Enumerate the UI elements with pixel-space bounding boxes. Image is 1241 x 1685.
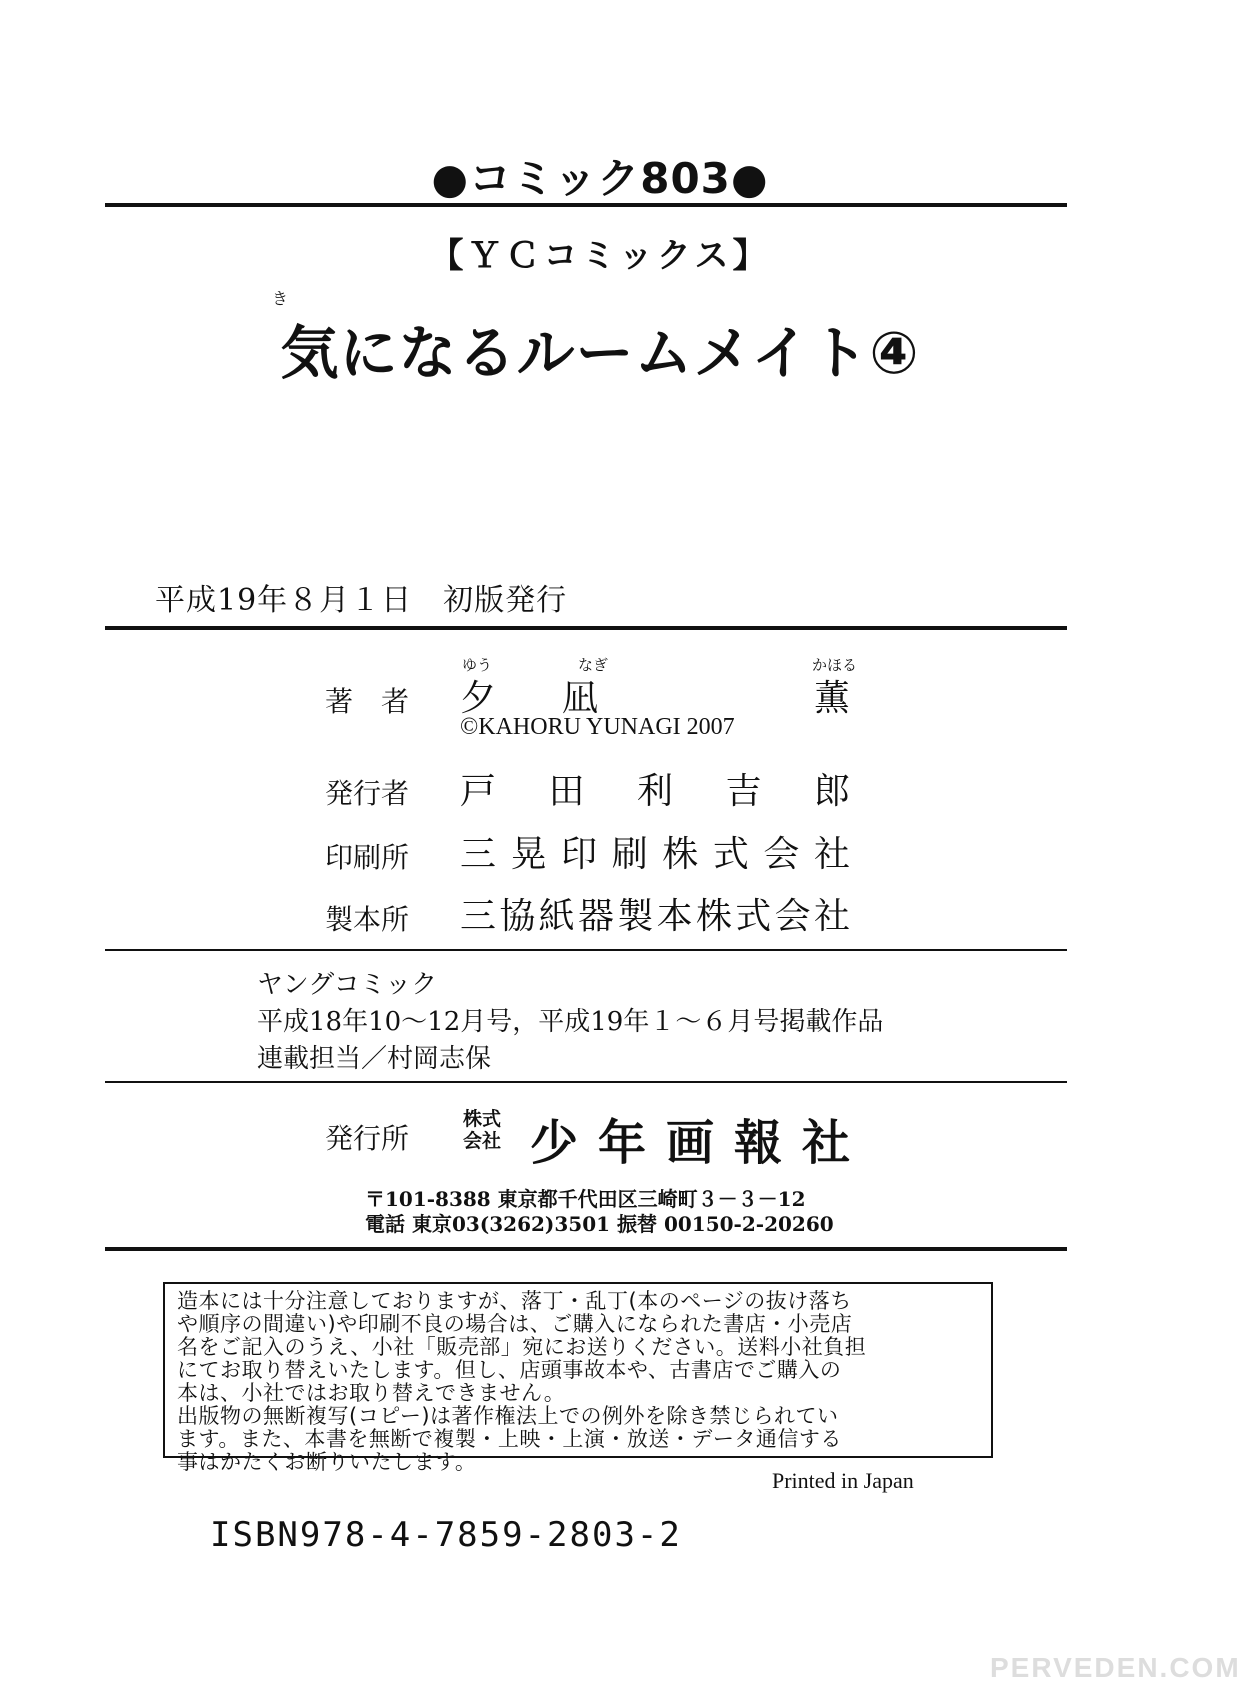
binder-name: 三 協 紙 器 製 本 株 式 会 社 bbox=[460, 896, 850, 937]
magazine-name: ヤングコミック bbox=[257, 970, 438, 1000]
publisher-address: 〒101-8388 東京都千代田区三崎町３－３－12 bbox=[365, 1187, 806, 1211]
book-title: 気になるルームメイト④ bbox=[280, 319, 920, 387]
divider bbox=[105, 1247, 1067, 1251]
kabushiki-kaisha-mark: 株式会社 bbox=[463, 1108, 502, 1152]
publisher-label: 発行所 bbox=[325, 1122, 410, 1155]
notice-box bbox=[163, 1282, 993, 1474]
notice-line: 事はかたくお断りいたします。 bbox=[177, 1450, 477, 1474]
magazine-issues: 平成18年10～12月号，平成19年１～６月号掲載作品 bbox=[257, 1007, 884, 1037]
publisher-phone: 電話 東京03(3262)3501 振替 00150-2-20260 bbox=[365, 1212, 834, 1236]
copyright: ©KAHORU YUNAGI 2007 bbox=[460, 714, 735, 740]
divider bbox=[105, 626, 1067, 630]
author-ruby-3: かほる bbox=[812, 656, 858, 674]
issuer-name: 戸 田 利 吉 郎 bbox=[460, 771, 850, 812]
printed-in: Printed in Japan bbox=[772, 1468, 914, 1493]
first-edition-date: 平成19年８月１日 初版発行 bbox=[155, 583, 568, 618]
author-name: 夕 凪 薫 bbox=[460, 678, 850, 719]
watermark: PERVEDEN.COM bbox=[990, 1652, 1241, 1683]
divider bbox=[105, 949, 1067, 951]
title-ruby: き bbox=[272, 289, 289, 308]
author-ruby-1: ゆう bbox=[462, 656, 493, 674]
serial-editor: 連載担当／村岡志保 bbox=[257, 1044, 492, 1074]
notice-line: ます。また、本書を無断で複製・上映・上演・放送・データ通信する bbox=[177, 1427, 842, 1451]
notice-line: 出版物の無断複写(コピー)は著作権法上での例外を除き禁じられてい bbox=[177, 1404, 839, 1428]
divider bbox=[105, 1081, 1067, 1083]
binder-label: 製本所 bbox=[325, 903, 410, 936]
publisher-name: 少 年 画 報 社 bbox=[530, 1115, 850, 1171]
isbn: ISBN978-4-7859-2803-2 bbox=[210, 1515, 682, 1555]
printer-name: 三 晃 印 刷 株 式 会 社 bbox=[460, 834, 850, 875]
notice-line: 造本には十分注意しておりますが、落丁・乱丁(本のページの抜け落ち bbox=[177, 1289, 852, 1313]
author-label: 著 者 bbox=[325, 685, 410, 718]
notice-line: にてお取り替えいたします。但し、店頭事故本や、古書店でご購入の bbox=[177, 1358, 842, 1382]
author-ruby-2: なぎ bbox=[578, 656, 609, 674]
issuer-label: 発行者 bbox=[325, 777, 410, 810]
divider bbox=[105, 203, 1067, 207]
notice-line: や順序の間違い)や印刷不良の場合は、ご購入になられた書店・小売店 bbox=[177, 1312, 853, 1336]
notice-line: 名をご記入のうえ、小社「販売部」宛にお送りください。送料小社負担 bbox=[177, 1335, 867, 1359]
series-name: ●コミック803● bbox=[431, 154, 769, 203]
printer-label: 印刷所 bbox=[325, 841, 410, 874]
imprint-label: 【ＹＣコミックス】 bbox=[429, 236, 771, 276]
notice-line: 本は、小社ではお取り替えできません。 bbox=[177, 1381, 566, 1405]
